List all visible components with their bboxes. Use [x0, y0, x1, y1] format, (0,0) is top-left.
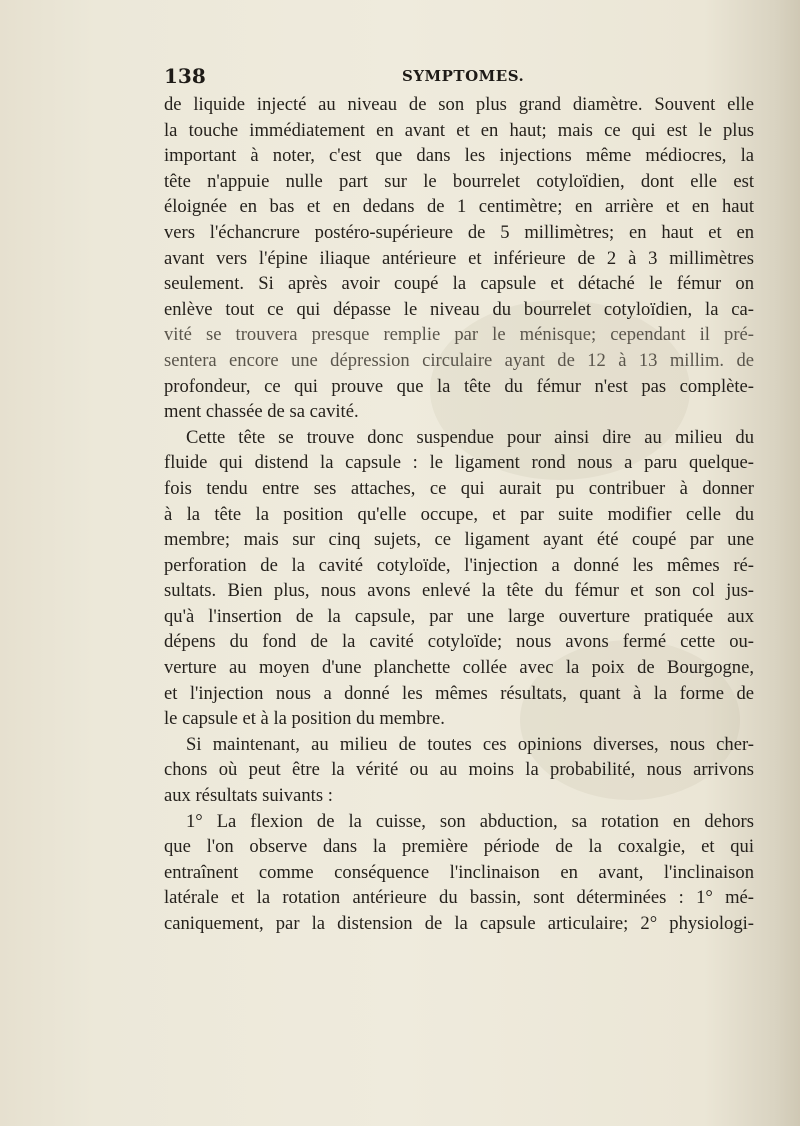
- text-line: de liquide injecté au niveau de son plus grand diamètre. Souvent elle: [164, 94, 754, 115]
- page-header: [164, 64, 754, 90]
- text-line: profondeur, ce qui prouve que la tête du fémur n'est pas complète-: [164, 375, 754, 397]
- text-line: enlève tout ce qui dépasse le niveau du bourrelet cotyloïdien, la ca-: [164, 298, 754, 320]
- text-line: fois tendu entre ses attaches, ce qui aurait pu contribuer à donner: [164, 477, 754, 499]
- body-text: [164, 92, 754, 937]
- text-line: fluide qui distend la capsule : le ligament rond nous a paru quelque-: [164, 452, 754, 474]
- text-line: qu'à l'insertion de la capsule, par une large ouverture pratiquée aux: [164, 605, 754, 627]
- text-line: sultats. Bien plus, nous avons enlevé la tête du fémur et son col jus-: [164, 580, 754, 602]
- text-line: à la tête la position qu'elle occupe, et par suite modifier celle du: [164, 503, 754, 525]
- text-line: important à noter, c'est que dans les injections même médiocres, la: [164, 145, 754, 167]
- paragraph-start-line: 1° La flexion de la cuisse, son abduction, sa rotation en dehors: [186, 810, 754, 832]
- text-line: la touche immédiatement en avant et en haut; mais ce qui est le plus: [164, 119, 754, 141]
- text-line: avant vers l'épine iliaque antérieure et inférieure de 2 à 3 millimètres: [164, 247, 754, 269]
- text-line: tête n'appuie nulle part sur le bourrelet cotyloïdien, dont elle est: [164, 170, 754, 192]
- running-head: SYMPTOMES.: [402, 67, 525, 85]
- text-line: aux résultats suivants :: [164, 785, 333, 807]
- text-line: chons où peut être la vérité ou au moins la probabilité, nous arrivons: [164, 759, 754, 781]
- text-line: vité se trouvera presque remplie par le ménisque; cependant il pré-: [164, 324, 754, 346]
- text-line: éloignée en bas et en dedans de 1 centimètre; en arrière et en haut: [164, 196, 754, 218]
- text-line: entraînent comme conséquence l'inclinaison en avant, l'inclinaison: [164, 861, 754, 883]
- text-line: vers l'échancrure postéro-supérieure de 5 millimètres; en haut et en: [164, 221, 754, 243]
- text-line: perforation de la cavité cotyloïde, l'injection a donné les mêmes ré-: [164, 554, 754, 576]
- text-line: caniquement, par la distension de la capsule articulaire; 2° physiologi-: [164, 913, 754, 934]
- text-line: membre; mais sur cinq sujets, ce ligament ayant été coupé par une: [164, 529, 754, 551]
- text-line: sentera encore une dépression circulaire ayant de 12 à 13 millim. de: [164, 349, 754, 371]
- text-line: latérale et la rotation antérieure du bassin, sont déterminées : 1° mé-: [164, 887, 754, 909]
- page-number: 138: [164, 64, 206, 88]
- text-line: que l'on observe dans la première période de la coxalgie, et qui: [164, 836, 754, 858]
- text-line: ment chassée de sa cavité.: [164, 401, 359, 423]
- text-line: le capsule et à la position du membre.: [164, 708, 445, 730]
- text-line: seulement. Si après avoir coupé la capsule et détaché le fémur on: [164, 273, 754, 295]
- text-line: verture au moyen d'une planchette collée avec la poix de Bourgogne,: [164, 657, 754, 679]
- text-line: et l'injection nous a donné les mêmes résultats, quant à la forme de: [164, 682, 754, 704]
- text-line: dépens du fond de la cavité cotyloïde; nous avons fermé cette ou-: [164, 631, 754, 653]
- paragraph-start-line: Si maintenant, au milieu de toutes ces opinions diverses, nous cher-: [186, 733, 754, 755]
- paragraph-start-line: Cette tête se trouve donc suspendue pour ainsi dire au milieu du: [186, 426, 754, 448]
